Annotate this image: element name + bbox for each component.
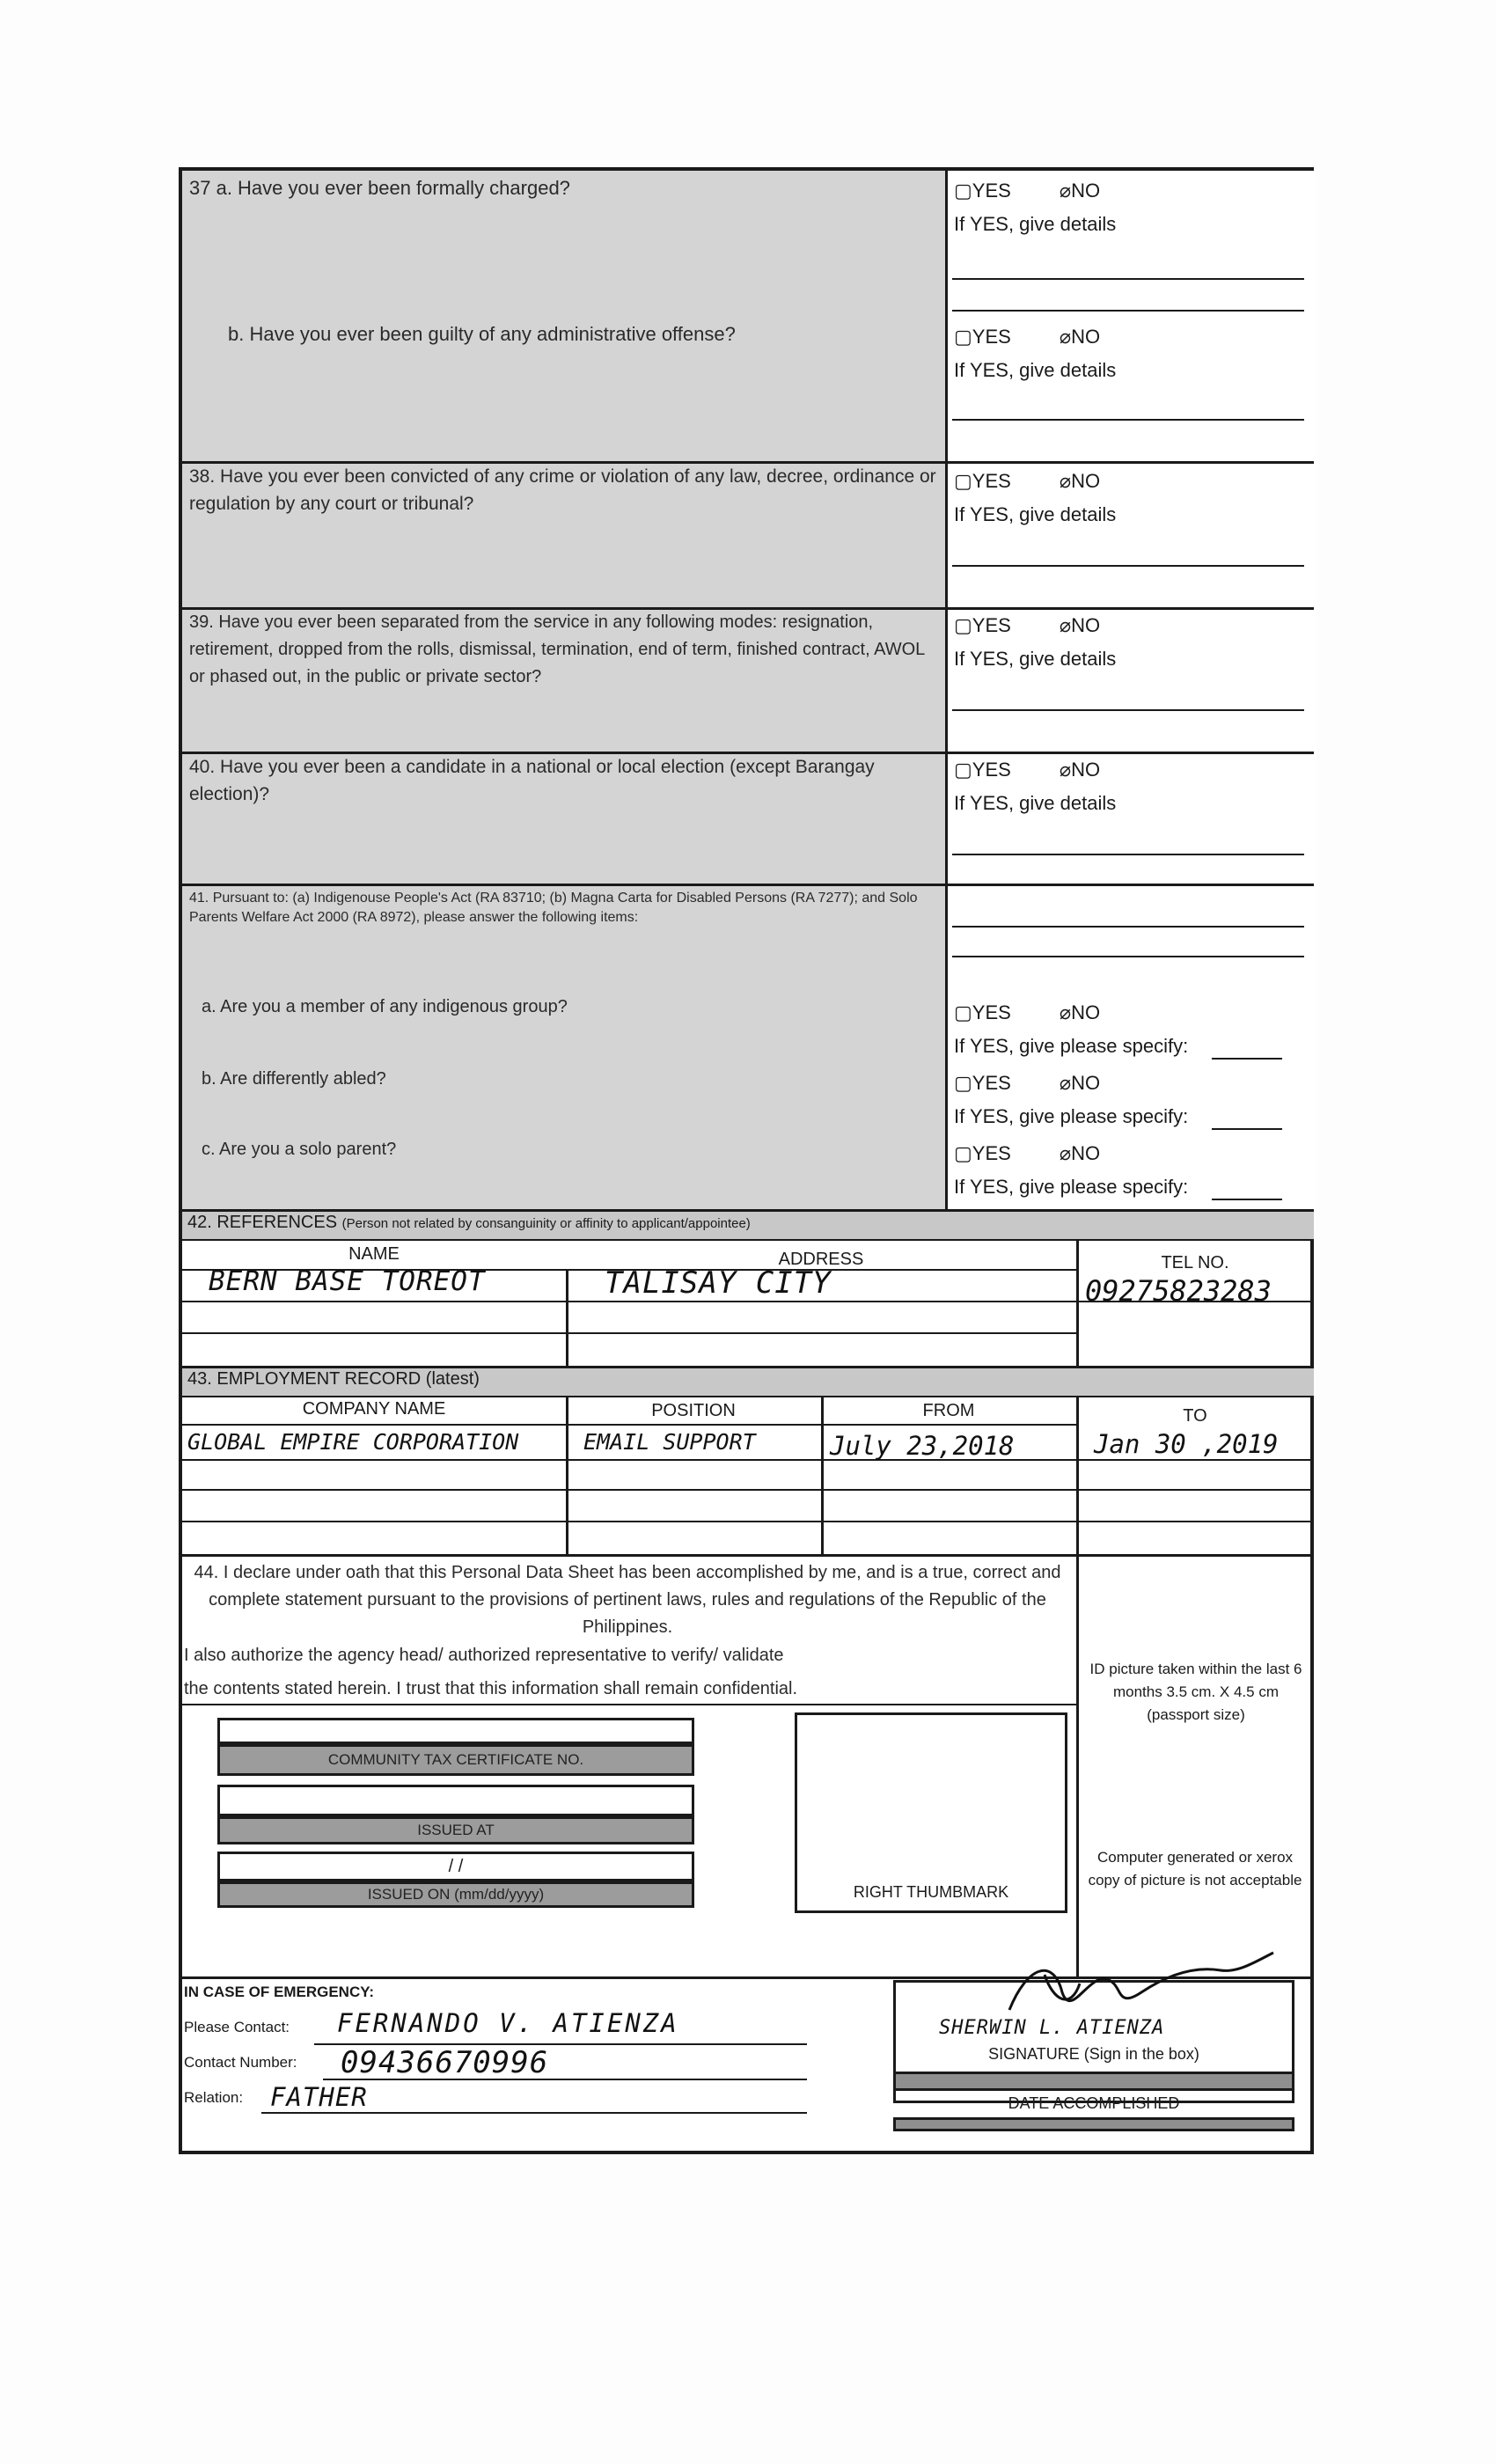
emergency-relation-value[interactable]: FATHER <box>270 2082 368 2112</box>
q37a-details-line[interactable] <box>952 278 1304 280</box>
emergency-contact-value[interactable]: FERNANDO V. ATIENZA <box>337 2008 679 2038</box>
contact-label: Please Contact: <box>184 2019 290 2035</box>
q38-details-line[interactable] <box>952 565 1304 567</box>
q37b-details-label: If YES, give details <box>954 359 1117 381</box>
emergency-title: IN CASE OF EMERGENCY: <box>184 1984 374 2000</box>
issued-on-input[interactable]: / / <box>217 1852 694 1881</box>
q41-line[interactable] <box>952 956 1304 957</box>
q41a-specify: If YES, give please specify: <box>954 1035 1189 1057</box>
no-checkbox-checked[interactable]: ⌀ <box>1059 1142 1072 1164</box>
reference-address[interactable]: TALISAY CITY <box>605 1265 832 1301</box>
authorize-line-2: the contents stated herein. I trust that this information shall remain confidential. <box>184 1679 798 1698</box>
authorize-line-1: I also authorize the agency head/ authorized representative to verify/ validate <box>184 1646 784 1665</box>
col-address-header: ADDRESS <box>778 1250 864 1269</box>
date-accomplished-label: DATE ACCOMPLISHED <box>1008 2094 1180 2112</box>
reference-tel[interactable]: 09275823283 <box>1085 1274 1272 1308</box>
no-checkbox-checked[interactable]: ⌀ <box>1059 759 1072 781</box>
signature-label: SIGNATURE (Sign in the box) <box>988 2045 1199 2063</box>
q38-text: 38. Have you ever been convicted of any crime or violation of any law, decree, ordinance or regulation by any court or tribunal? <box>189 466 936 514</box>
q41c-specify-line[interactable] <box>1212 1199 1282 1200</box>
yes-checkbox[interactable]: ▢ <box>954 470 972 492</box>
computer-generated-note: Computer generated or xerox copy of picture is not acceptable <box>1088 1849 1302 1888</box>
q41b-text: b. Are differently abled? <box>202 1069 386 1089</box>
q38-details-label: If YES, give details <box>954 503 1117 525</box>
q37a-text: 37 a. Have you ever been formally charged? <box>189 177 570 199</box>
employment-position[interactable]: EMAIL SUPPORT <box>583 1429 756 1455</box>
oath-text: 44. I declare under oath that this Personal Data Sheet has been accomplished by me, and is a true, correct and complete statement pursuant to the provisions of pertinent laws, rules and regulations of the Republic of the Philippines. <box>194 1563 1061 1637</box>
references-title: 42. REFERENCES (Person not related by consanguinity or affinity to applicant/appointee) <box>187 1213 751 1232</box>
q39-text: 39. Have you ever been separated from the service in any following modes: resignation, retirement, dropped from the rolls, dismissal, termination, end of term, finished contract, AWOL or phased out, in the public or private sector? <box>189 612 925 686</box>
issued-on-label: ISSUED ON (mm/dd/yyyy) <box>217 1881 694 1908</box>
signature-name: SHERWIN L. ATIENZA <box>939 2017 1165 2039</box>
thumbmark-label: RIGHT THUMBMARK <box>853 1883 1009 1901</box>
q39-details-label: If YES, give details <box>954 648 1117 670</box>
ctc-input[interactable] <box>217 1718 694 1744</box>
emergency-number-value[interactable]: 09436670996 <box>341 2045 549 2080</box>
no-checkbox-checked[interactable]: ⌀ <box>1059 180 1072 202</box>
col-tel-header: TEL NO. <box>1161 1253 1229 1272</box>
employment-to[interactable]: Jan 30 ,2019 <box>1094 1429 1279 1459</box>
yes-checkbox[interactable]: ▢ <box>954 1072 972 1094</box>
q40-options: ▢YES ⌀NO <box>954 759 1101 781</box>
q37b-details-line[interactable] <box>952 419 1304 421</box>
no-checkbox-checked[interactable]: ⌀ <box>1059 470 1072 492</box>
issued-at-input[interactable] <box>217 1785 694 1816</box>
ctc-label: COMMUNITY TAX CERTIFICATE NO. <box>217 1744 694 1776</box>
number-label: Contact Number: <box>184 2054 297 2071</box>
q37b-options: ▢YES ⌀NO <box>954 326 1101 348</box>
yes-checkbox[interactable]: ▢ <box>954 759 972 781</box>
q41a-text: a. Are you a member of any indigenous group? <box>202 997 568 1016</box>
q41b-specify-line[interactable] <box>1212 1128 1282 1130</box>
date-input-bar[interactable] <box>893 2072 1294 2091</box>
yes-checkbox[interactable]: ▢ <box>954 326 972 348</box>
q38-options: ▢YES ⌀NO <box>954 470 1101 492</box>
q39-details-line[interactable] <box>952 709 1304 711</box>
col-position-header: POSITION <box>651 1401 736 1420</box>
q40-details-label: If YES, give details <box>954 792 1117 814</box>
yes-checkbox[interactable]: ▢ <box>954 180 972 202</box>
q41a-options: ▢YES ⌀NO <box>954 1001 1101 1023</box>
q41b-specify: If YES, give please specify: <box>954 1105 1189 1127</box>
no-checkbox-checked[interactable]: ⌀ <box>1059 1001 1072 1023</box>
issued-at-label: ISSUED AT <box>217 1816 694 1844</box>
q37a-details-line[interactable] <box>952 310 1304 312</box>
q41c-options: ▢YES ⌀NO <box>954 1142 1101 1164</box>
reference-name[interactable]: BERN BASE TOREOT <box>209 1265 486 1297</box>
q37a-options: ▢YES ⌀NO <box>954 180 1101 202</box>
col-company-header: COMPANY NAME <box>302 1399 446 1419</box>
q41b-options: ▢YES ⌀NO <box>954 1072 1101 1094</box>
date-bottom-bar <box>893 2117 1294 2131</box>
q41a-specify-line[interactable] <box>1212 1058 1282 1060</box>
relation-label: Relation: <box>184 2089 244 2106</box>
personal-data-sheet <box>179 167 1314 2154</box>
q37b-text: b. Have you ever been guilty of any administrative offense? <box>228 323 736 345</box>
yes-checkbox[interactable]: ▢ <box>954 1142 972 1164</box>
col-from-header: FROM <box>922 1401 975 1420</box>
col-to-header: TO <box>1183 1406 1207 1426</box>
yes-checkbox[interactable]: ▢ <box>954 614 972 636</box>
col-name-header: NAME <box>348 1244 400 1264</box>
q41-line[interactable] <box>952 926 1304 928</box>
q37a-details-label: If YES, give details <box>954 213 1117 235</box>
id-picture-note: ID picture taken within the last 6 months 3.5 cm. X 4.5 cm (passport size) <box>1089 1661 1302 1723</box>
yes-checkbox[interactable]: ▢ <box>954 1001 972 1023</box>
employment-from[interactable]: July 23,2018 <box>830 1431 1015 1461</box>
employment-title: 43. EMPLOYMENT RECORD (latest) <box>187 1369 480 1389</box>
q41c-text: c. Are you a solo parent? <box>202 1140 397 1159</box>
q40-details-line[interactable] <box>952 854 1304 855</box>
no-checkbox-checked[interactable]: ⌀ <box>1059 614 1072 636</box>
q41c-specify: If YES, give please specify: <box>954 1176 1189 1198</box>
q40-text: 40. Have you ever been a candidate in a national or local election (except Barangay election)? <box>189 757 875 804</box>
q41-intro: 41. Pursuant to: (a) Indigenouse People's Act (RA 83710; (b) Magna Carta for Disabled Persons (RA 7277); and Solo Parents Welfare Act 2000 (RA 8972), please answer the following items: <box>189 891 918 925</box>
q39-options: ▢YES ⌀NO <box>954 614 1101 636</box>
no-checkbox-checked[interactable]: ⌀ <box>1059 326 1072 348</box>
employment-company[interactable]: GLOBAL EMPIRE CORPORATION <box>187 1429 519 1455</box>
no-checkbox-checked[interactable]: ⌀ <box>1059 1072 1072 1094</box>
